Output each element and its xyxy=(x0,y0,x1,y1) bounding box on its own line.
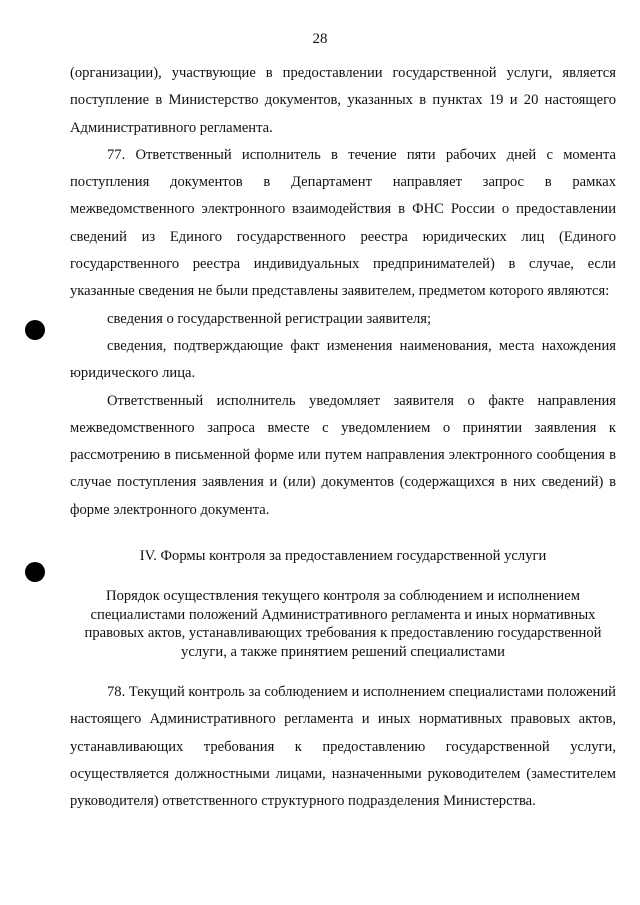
list-item-name-change: сведения, подтверждающие факт изменения наименования, места нахождения юридического лица. xyxy=(70,337,616,382)
list-item-registration: сведения о государственной регистрации заявителя; xyxy=(107,310,432,327)
punch-hole-mark xyxy=(25,562,45,582)
paragraph-77: 77. Ответственный исполнитель в течение пяти рабочих дней с момента поступления документов в Департамент направляет запрос в рамках межведомственного электронного взаимодействия в ФНС России о предоставлении сведений из Единого государственного реестра юридических лиц (Единого государственного реестра индивидуальных предпринимателей) в случае, если указанные сведения не были представлены заявителем, предметом которого являются: xyxy=(70,146,616,300)
section-title: IV. Формы контроля за предоставлением государственной услуги xyxy=(139,548,547,565)
paragraph-notification: Ответственный исполнитель уведомляет заявителя о факте направления межведомственного запроса вместе с уведомлением о принятии заявления к рассмотрению в письменной форме или путем направления электронного сообщения в случае поступления заявления и (или) документов (содержащихся в них сведений) в форме электронного документа. xyxy=(70,392,616,518)
document-body xyxy=(70,60,616,816)
punch-hole-mark xyxy=(25,320,45,340)
subsection-title: Порядок осуществления текущего контроля за соблюдением и исполнением специалистами положений Административного регламента и иных нормативных правовых актов, устанавливающих требования к предоставлению государственной услуги, а также принятием решений специалистами xyxy=(84,588,602,660)
paragraph-continuation: (организации), участвующие в предоставлении государственной услуги, является поступление в Министерство документов, указанных в пунктах 19 и 20 настоящего Административного регламента. xyxy=(70,65,616,136)
paragraph-78: 78. Текущий контроль за соблюдением и исполнением специалистами положений настоящего Административного регламента и иных нормативных правовых актов, устанавливающих требования к предоставлению государственной услуги, осуществляется должностными лицами, назначенными руководителем (заместителем руководителя) ответственного структурного подразделения Министерства. xyxy=(70,684,616,810)
page-number: 28 xyxy=(312,31,328,47)
